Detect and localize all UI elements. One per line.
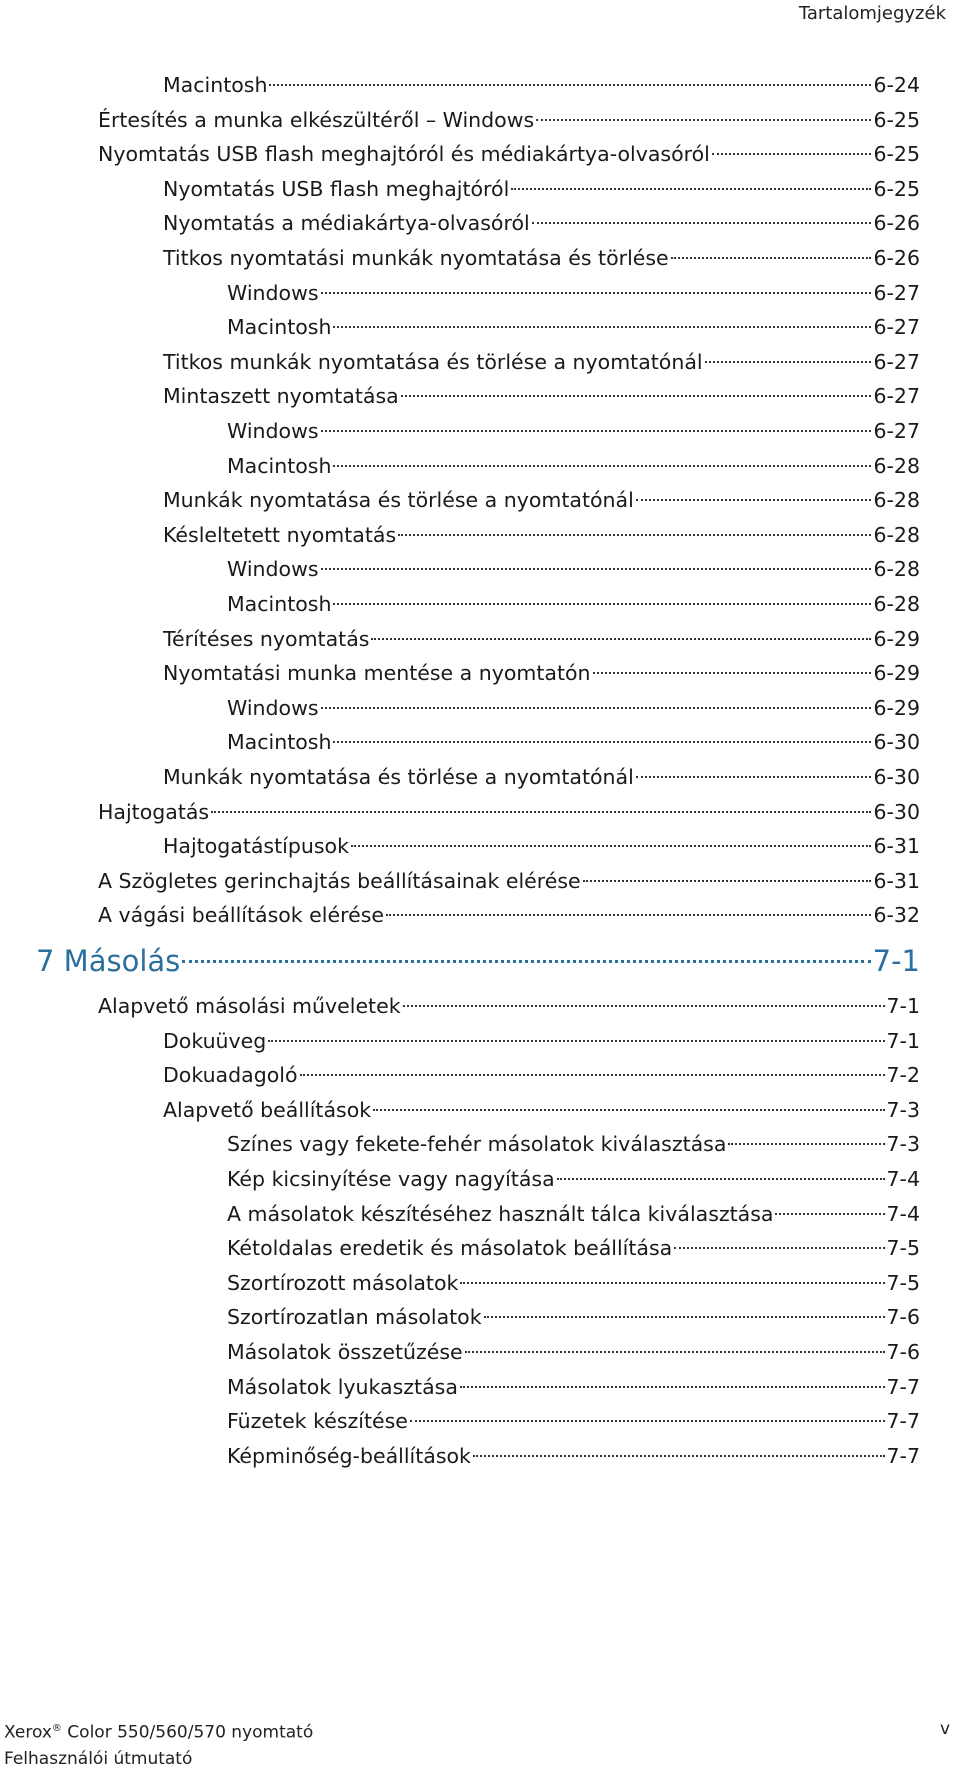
running-header: Tartalomjegyzék xyxy=(798,3,946,24)
toc-entry-page: 6-32 xyxy=(873,903,920,928)
toc-entry-page: 6-27 xyxy=(873,349,920,374)
toc-entry[interactable] xyxy=(227,550,920,589)
toc-entry[interactable] xyxy=(163,654,920,693)
toc-entry-label: Nyomtatás a médiakártya-olvasóról xyxy=(163,211,530,236)
toc-entry[interactable] xyxy=(163,481,920,520)
toc-entry-label: Macintosh xyxy=(227,315,332,340)
dot-leader xyxy=(460,1386,885,1388)
toc-entry[interactable] xyxy=(163,827,920,866)
toc-entry-page: 7-1 xyxy=(886,1028,920,1053)
toc-entry[interactable] xyxy=(227,412,920,451)
toc-entry-label: A vágási beállítások elérése xyxy=(98,903,384,928)
toc-entry-label: Hajtogatástípusok xyxy=(163,834,349,859)
toc-entry-label: Windows xyxy=(227,280,319,305)
footer-model: Color 550/560/570 nyomtató xyxy=(61,1722,314,1743)
toc-entry-label: Értesítés a munka elkészültéről – Windows xyxy=(98,107,535,132)
toc-entry-page: 6-29 xyxy=(873,661,920,686)
dot-leader xyxy=(351,845,872,847)
dot-leader xyxy=(636,499,872,501)
toc-entry-page: 6-26 xyxy=(873,211,920,236)
toc-entry-label: A másolatok készítéséhez használt tálca kiválasztása xyxy=(227,1201,774,1226)
toc-entry[interactable] xyxy=(163,66,920,105)
toc-entry[interactable] xyxy=(163,516,920,555)
toc-entry-label: Szortírozott másolatok xyxy=(227,1270,459,1295)
toc-entry-page: 7-3 xyxy=(886,1097,920,1122)
footer-registered-mark: ® xyxy=(51,1723,62,1734)
dot-leader xyxy=(321,292,872,294)
dot-leader xyxy=(410,1420,885,1422)
toc-entry-page: 6-30 xyxy=(873,765,920,789)
toc-entry-page: 7-4 xyxy=(886,1201,920,1226)
toc-entry-page: 7-2 xyxy=(886,1063,920,1088)
dot-leader xyxy=(671,257,872,259)
dot-leader xyxy=(398,534,871,536)
toc-entry[interactable] xyxy=(98,896,920,935)
footer-brand: Xerox xyxy=(4,1722,52,1743)
toc-entry-label: Nyomtatási munka mentése a nyomtatón xyxy=(163,661,591,686)
toc-entry[interactable] xyxy=(227,1229,920,1268)
toc-entry[interactable] xyxy=(163,204,920,243)
dot-leader xyxy=(333,326,871,328)
toc-entry-page: 7-6 xyxy=(886,1305,920,1330)
toc-entry-label: A Szögletes gerinchajtás beállításainak elérése xyxy=(98,868,581,893)
toc-entry-page: 6-25 xyxy=(873,142,920,167)
toc-entry[interactable] xyxy=(227,447,920,486)
dot-leader xyxy=(321,568,872,570)
dot-leader xyxy=(403,1005,885,1007)
dot-leader xyxy=(268,1040,884,1042)
footer-product-name xyxy=(4,1716,313,1746)
toc-entry[interactable] xyxy=(98,862,920,901)
dot-leader xyxy=(536,119,871,121)
dot-leader xyxy=(674,1247,884,1249)
toc-entry[interactable] xyxy=(227,723,920,762)
footer-doc-title: Felhasználói útmutató xyxy=(4,1748,193,1769)
dot-leader xyxy=(532,222,872,224)
toc-entry-page: 6-27 xyxy=(873,315,920,340)
dot-leader xyxy=(583,880,872,882)
dot-leader xyxy=(728,1143,884,1145)
toc-entry[interactable] xyxy=(227,689,920,728)
toc-entry-page: 6-30 xyxy=(873,730,920,755)
toc-entry[interactable] xyxy=(163,620,920,659)
toc-entry[interactable] xyxy=(163,343,920,382)
toc-entry-label: Kép kicsinyítése vagy nagyítása xyxy=(227,1167,555,1191)
dot-leader xyxy=(373,1109,884,1111)
dot-leader xyxy=(321,707,872,709)
toc-entry-page: 6-27 xyxy=(873,384,920,409)
dot-leader xyxy=(473,1455,885,1457)
toc-entry[interactable] xyxy=(227,1195,920,1234)
toc-entry-page: 6-27 xyxy=(873,419,920,443)
toc-entry-page: 6-25 xyxy=(873,176,920,201)
toc-entry-label: Titkos munkák nyomtatása és törlése a nyomtatónál xyxy=(163,349,703,374)
dot-leader xyxy=(775,1213,884,1215)
dot-leader xyxy=(557,1178,885,1180)
toc-entry-page: 6-28 xyxy=(873,592,920,616)
toc-entry[interactable] xyxy=(163,1022,920,1061)
toc-entry[interactable] xyxy=(163,377,920,416)
toc-entry-page: 6-31 xyxy=(873,868,920,893)
toc-entry-label: Macintosh xyxy=(163,73,268,97)
toc-entry-page: 7-5 xyxy=(886,1270,920,1295)
dot-leader xyxy=(460,1282,884,1284)
dot-leader xyxy=(211,811,871,813)
dot-leader xyxy=(712,153,872,155)
dot-leader xyxy=(321,430,872,432)
toc-entry-label: Színes vagy fekete-fehér másolatok kiválasztása xyxy=(227,1132,727,1157)
toc-entry-label: 7 Másolás xyxy=(36,944,181,978)
toc-entry-page: 7-6 xyxy=(886,1340,920,1364)
toc-entry-label: Kétoldalas eredetik és másolatok beállítása xyxy=(227,1236,673,1261)
toc-entry[interactable] xyxy=(227,1402,920,1441)
toc-entry-label: Titkos nyomtatási munkák nyomtatása és törlése xyxy=(163,246,669,270)
toc-entry[interactable] xyxy=(227,585,920,624)
dot-leader xyxy=(371,638,871,640)
toc-entry-page: 7-7 xyxy=(886,1409,920,1434)
toc-entry-page: 6-28 xyxy=(873,488,920,513)
toc-entry[interactable] xyxy=(163,1091,920,1130)
toc-entry-label: Alapvető beállítások xyxy=(163,1097,372,1122)
dot-leader xyxy=(705,361,872,363)
toc-entry[interactable] xyxy=(163,1056,920,1095)
toc-entry-page: 7-1 xyxy=(886,994,920,1018)
toc-entry-label: Macintosh xyxy=(227,730,332,755)
toc-entry-label: Munkák nyomtatása és törlése a nyomtatónál xyxy=(163,488,634,513)
toc-entry[interactable] xyxy=(98,135,920,174)
toc-entry-label: Nyomtatás USB flash meghajtóról xyxy=(163,176,510,201)
toc-entry-page: 6-27 xyxy=(873,280,920,305)
toc-entry[interactable] xyxy=(98,101,920,140)
toc-entry-page: 6-24 xyxy=(873,73,920,97)
toc-entry[interactable] xyxy=(227,1437,920,1476)
toc-entry-page: 6-28 xyxy=(873,557,920,582)
toc-entry-label: Munkák nyomtatása és törlése a nyomtatónál xyxy=(163,765,634,789)
toc-entry-page: 6-26 xyxy=(873,246,920,270)
toc-entry[interactable] xyxy=(163,239,920,278)
toc-entry[interactable] xyxy=(227,1160,920,1199)
toc-entry-page: 7-1 xyxy=(872,944,920,978)
toc-entry-page: 7-7 xyxy=(886,1374,920,1399)
toc-entry-label: Hajtogatás xyxy=(98,799,210,824)
dot-leader xyxy=(269,84,871,86)
toc-entry[interactable] xyxy=(227,1368,920,1407)
toc-entry[interactable] xyxy=(227,308,920,347)
page-number: v xyxy=(939,1719,950,1739)
toc-entry[interactable] xyxy=(98,793,920,832)
toc-entry-label: Másolatok összetűzése xyxy=(227,1340,463,1364)
toc-entry-page: 6-30 xyxy=(873,799,920,824)
toc-entry-label: Windows xyxy=(227,419,319,443)
toc-entry[interactable] xyxy=(227,1125,920,1164)
toc-entry-page: 6-31 xyxy=(873,834,920,859)
dot-leader xyxy=(465,1351,885,1353)
toc-entry-label: Szortírozatlan másolatok xyxy=(227,1305,482,1330)
toc-entry[interactable] xyxy=(227,274,920,313)
toc-entry[interactable] xyxy=(163,170,920,209)
toc-entry[interactable] xyxy=(227,1298,920,1337)
toc-entry-label: Másolatok lyukasztása xyxy=(227,1374,458,1399)
dot-leader xyxy=(333,603,871,605)
toc-entry-label: Nyomtatás USB flash meghajtóról és médiakártya-olvasóról xyxy=(98,142,710,167)
dot-leader xyxy=(636,776,872,778)
toc-entry[interactable] xyxy=(227,1264,920,1303)
dot-leader xyxy=(333,465,871,467)
toc-entry-page: 6-28 xyxy=(873,453,920,478)
toc-entry-page: 7-7 xyxy=(886,1443,920,1468)
toc-entry-label: Képminőség-beállítások xyxy=(227,1443,471,1468)
toc-entry-page: 7-3 xyxy=(886,1132,920,1157)
toc-entry-label: Macintosh xyxy=(227,453,332,478)
toc-entry-page: 6-28 xyxy=(873,522,920,547)
toc-chapter-entry[interactable] xyxy=(36,935,920,987)
footer xyxy=(4,1716,313,1772)
dot-leader xyxy=(484,1316,885,1318)
toc-entry-label: Füzetek készítése xyxy=(227,1409,408,1434)
toc-entry-label: Macintosh xyxy=(227,592,332,616)
toc-entry-page: 6-25 xyxy=(873,107,920,132)
toc-entry-page: 6-29 xyxy=(873,695,920,720)
toc-entry-label: Dokuadagoló xyxy=(163,1063,298,1088)
toc-entry[interactable] xyxy=(98,987,920,1026)
toc-entry[interactable] xyxy=(227,1333,920,1372)
toc-entry-label: Dokuüveg xyxy=(163,1028,267,1053)
toc-entry-label: Windows xyxy=(227,695,319,720)
toc-entry[interactable] xyxy=(163,758,920,797)
dot-leader xyxy=(182,960,870,963)
dot-leader xyxy=(511,188,871,190)
dot-leader xyxy=(401,395,872,397)
toc-entry-page: 6-29 xyxy=(873,626,920,651)
toc-entry-label: Mintaszett nyomtatása xyxy=(163,384,399,409)
toc-entry-page: 7-5 xyxy=(886,1236,920,1261)
dot-leader xyxy=(300,1074,885,1076)
toc-entry-label: Alapvető másolási műveletek xyxy=(98,994,401,1018)
dot-leader xyxy=(333,741,871,743)
toc-entry-page: 7-4 xyxy=(886,1167,920,1191)
toc-entry-label: Késleltetett nyomtatás xyxy=(163,522,397,547)
toc-entry-label: Windows xyxy=(227,557,319,582)
toc-entry-label: Térítéses nyomtatás xyxy=(163,626,370,651)
dot-leader xyxy=(593,672,872,674)
dot-leader xyxy=(386,914,871,916)
